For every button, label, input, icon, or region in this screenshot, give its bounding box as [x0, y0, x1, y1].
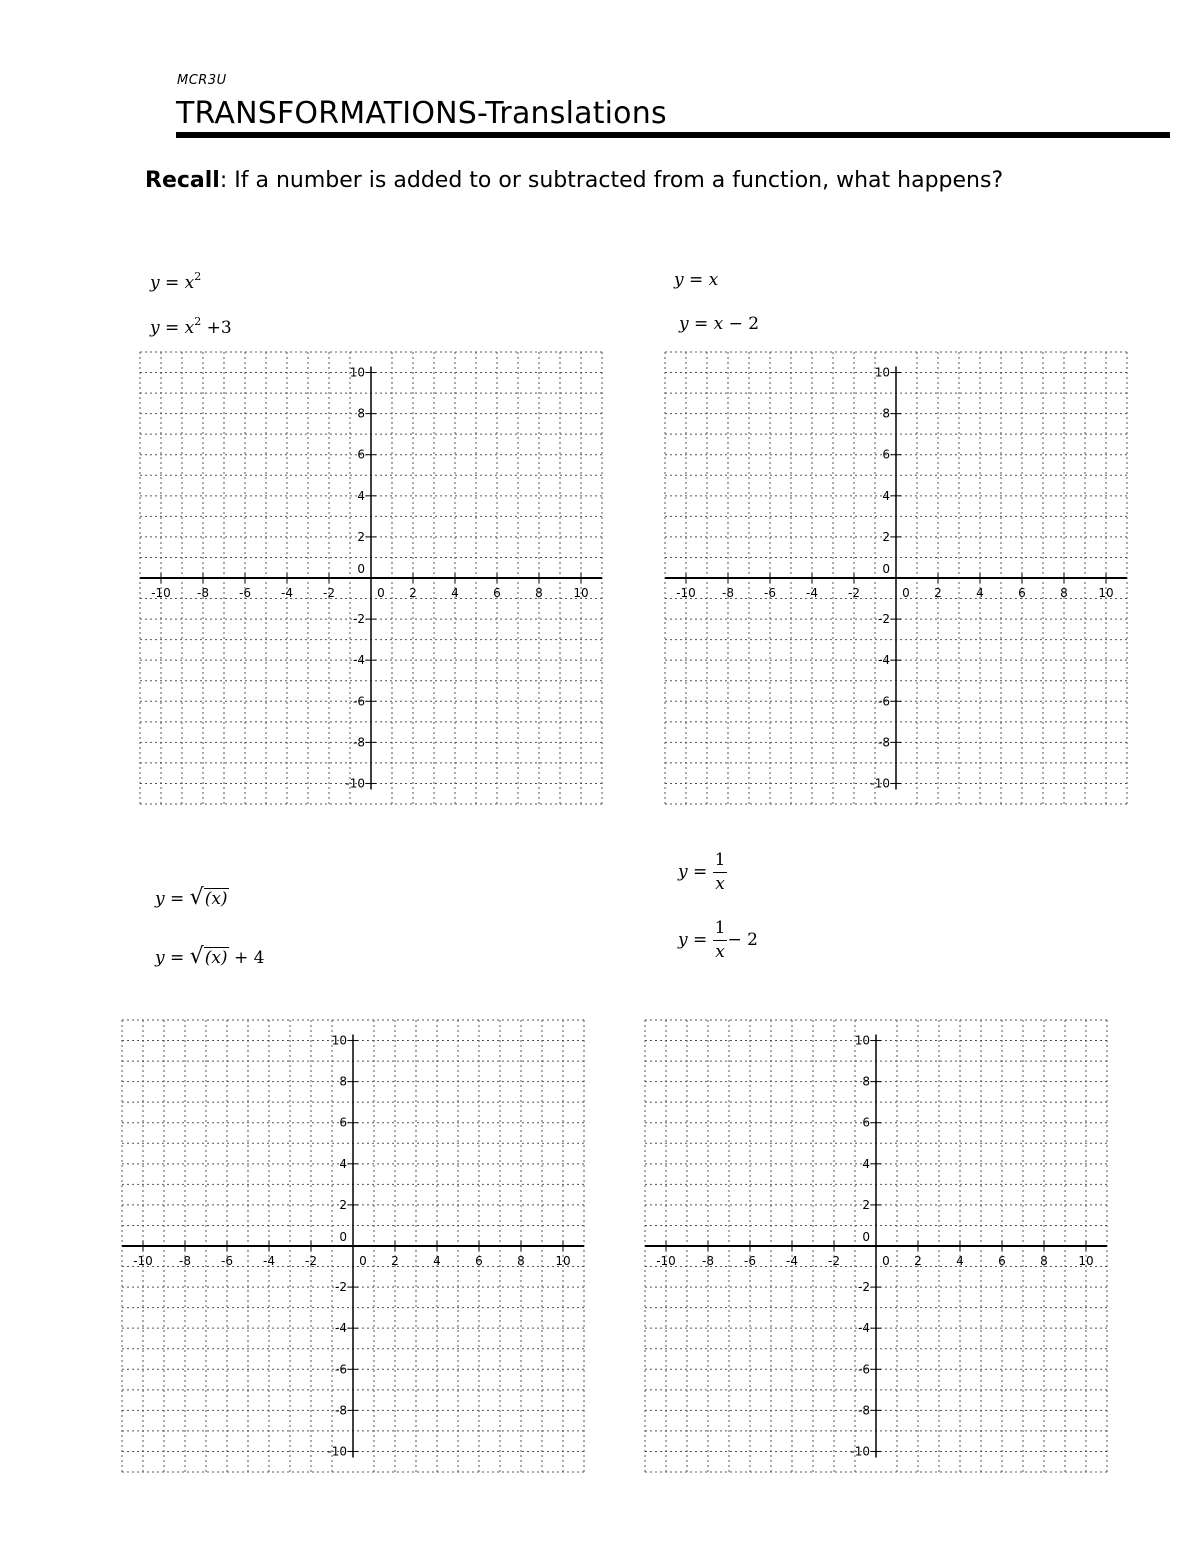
y-tick-label: -2: [335, 1280, 347, 1295]
y-tick-label: -2: [353, 612, 365, 627]
x-tick-label: 0: [902, 586, 910, 600]
x-tick-label: 8: [517, 1254, 525, 1268]
x-tick-label: -10: [151, 586, 171, 600]
x-tick-label: -4: [786, 1254, 798, 1268]
panel-3-grid: [122, 1020, 584, 1472]
panel-4-equation-2: y = $\frac{1}{x}$ − 2: [678, 918, 758, 962]
x-tick-label: -10: [133, 1254, 153, 1268]
panel-4-grid: [645, 1020, 1107, 1472]
y-tick-label: 2: [882, 529, 890, 544]
x-tick-label: -10: [656, 1254, 676, 1268]
panel-1-equation-1: $y = x^2$: [150, 270, 202, 293]
panel-2-equation-2: y = x − 2: [679, 314, 760, 334]
x-tick-label: -2: [828, 1254, 840, 1268]
y-tick-label: -4: [353, 653, 365, 668]
page-title: TRANSFORMATIONS-Translations: [176, 96, 667, 131]
recall-text: : If a number is added to or subtracted from a function, what happens?: [219, 168, 1004, 193]
x-tick-label: 0: [359, 1254, 367, 1268]
y-tick-label: -6: [335, 1362, 347, 1377]
y-tick-label: -6: [858, 1362, 870, 1377]
y-tick-label: 4: [357, 488, 365, 503]
x-tick-label: 4: [976, 586, 984, 600]
x-tick-label: 6: [1018, 586, 1026, 600]
y-tick-label: 10: [874, 365, 890, 380]
y-tick-label: -10: [850, 1444, 870, 1459]
y-tick-label: 2: [357, 529, 365, 544]
x-tick-label: -2: [848, 586, 860, 600]
x-tick-label: 6: [998, 1254, 1006, 1268]
y-tick-label: -10: [345, 776, 365, 791]
x-tick-label: -6: [239, 586, 251, 600]
panel-1-grid: [140, 352, 602, 804]
x-tick-label: -4: [263, 1254, 275, 1268]
y-tick-label: 0: [862, 1230, 870, 1244]
x-tick-label: -10: [676, 586, 696, 600]
y-tick-label: 0: [882, 562, 890, 576]
y-tick-label: 10: [349, 365, 365, 380]
panel-4-equation-1: y = $\frac{1}{x}$: [678, 850, 726, 894]
y-tick-label: -2: [858, 1280, 870, 1295]
x-tick-label: 2: [391, 1254, 399, 1268]
x-tick-label: 10: [1098, 586, 1114, 600]
y-tick-label: 10: [331, 1033, 347, 1048]
y-tick-label: -4: [878, 653, 890, 668]
x-tick-label: 4: [451, 586, 459, 600]
y-tick-label: -10: [327, 1444, 347, 1459]
y-tick-label: 4: [882, 488, 890, 503]
x-tick-label: 0: [377, 586, 385, 600]
panel-2-grid: [665, 352, 1127, 804]
course-code: MCR3U: [177, 73, 227, 88]
x-tick-label: -8: [179, 1254, 191, 1268]
x-tick-label: 4: [956, 1254, 964, 1268]
x-tick-label: 6: [475, 1254, 483, 1268]
x-tick-label: -4: [806, 586, 818, 600]
y-tick-label: 6: [882, 447, 890, 462]
x-tick-label: -6: [764, 586, 776, 600]
y-tick-label: 6: [357, 447, 365, 462]
x-tick-label: -4: [281, 586, 293, 600]
panel-3-equation-2: y = √(x) + 4: [155, 944, 265, 969]
x-tick-label: -8: [197, 586, 209, 600]
y-tick-label: 0: [357, 562, 365, 576]
y-tick-label: -8: [878, 735, 890, 750]
x-tick-label: 8: [1040, 1254, 1048, 1268]
y-tick-label: 8: [862, 1074, 870, 1089]
x-tick-label: -6: [744, 1254, 756, 1268]
x-tick-label: -2: [305, 1254, 317, 1268]
x-tick-label: 6: [493, 586, 501, 600]
x-tick-label: -8: [722, 586, 734, 600]
x-tick-label: 4: [433, 1254, 441, 1268]
x-tick-label: 2: [934, 586, 942, 600]
x-tick-label: 10: [1078, 1254, 1094, 1268]
x-tick-label: 0: [882, 1254, 890, 1268]
y-tick-label: 8: [357, 406, 365, 421]
y-tick-label: -10: [870, 776, 890, 791]
recall-label: Recall: [145, 168, 220, 193]
x-tick-label: -2: [323, 586, 335, 600]
x-tick-label: 2: [914, 1254, 922, 1268]
y-tick-label: 2: [862, 1197, 870, 1212]
x-tick-label: 8: [535, 586, 543, 600]
y-tick-label: 4: [339, 1156, 347, 1171]
x-tick-label: 10: [573, 586, 589, 600]
y-tick-label: -4: [335, 1321, 347, 1336]
y-tick-label: 6: [339, 1115, 347, 1130]
y-tick-label: -6: [878, 694, 890, 709]
y-tick-label: -8: [858, 1403, 870, 1418]
panel-2-equation-1: y = x: [674, 270, 719, 290]
title-rule: [176, 132, 1170, 138]
y-tick-label: 6: [862, 1115, 870, 1130]
panel-1-equation-2: $y = x^2 +3$: [150, 315, 232, 338]
y-tick-label: -8: [335, 1403, 347, 1418]
panel-3-equation-1: y = √(x): [155, 885, 228, 910]
recall-prompt: [145, 168, 1003, 193]
y-tick-label: 8: [882, 406, 890, 421]
y-tick-label: 8: [339, 1074, 347, 1089]
x-tick-label: 8: [1060, 586, 1068, 600]
y-tick-label: -4: [858, 1321, 870, 1336]
y-tick-label: -8: [353, 735, 365, 750]
y-tick-label: 10: [854, 1033, 870, 1048]
x-tick-label: -8: [702, 1254, 714, 1268]
y-tick-label: 0: [339, 1230, 347, 1244]
y-tick-label: -2: [878, 612, 890, 627]
y-tick-label: 2: [339, 1197, 347, 1212]
x-tick-label: -6: [221, 1254, 233, 1268]
y-tick-label: -6: [353, 694, 365, 709]
x-tick-label: 10: [555, 1254, 571, 1268]
y-tick-label: 4: [862, 1156, 870, 1171]
x-tick-label: 2: [409, 586, 417, 600]
